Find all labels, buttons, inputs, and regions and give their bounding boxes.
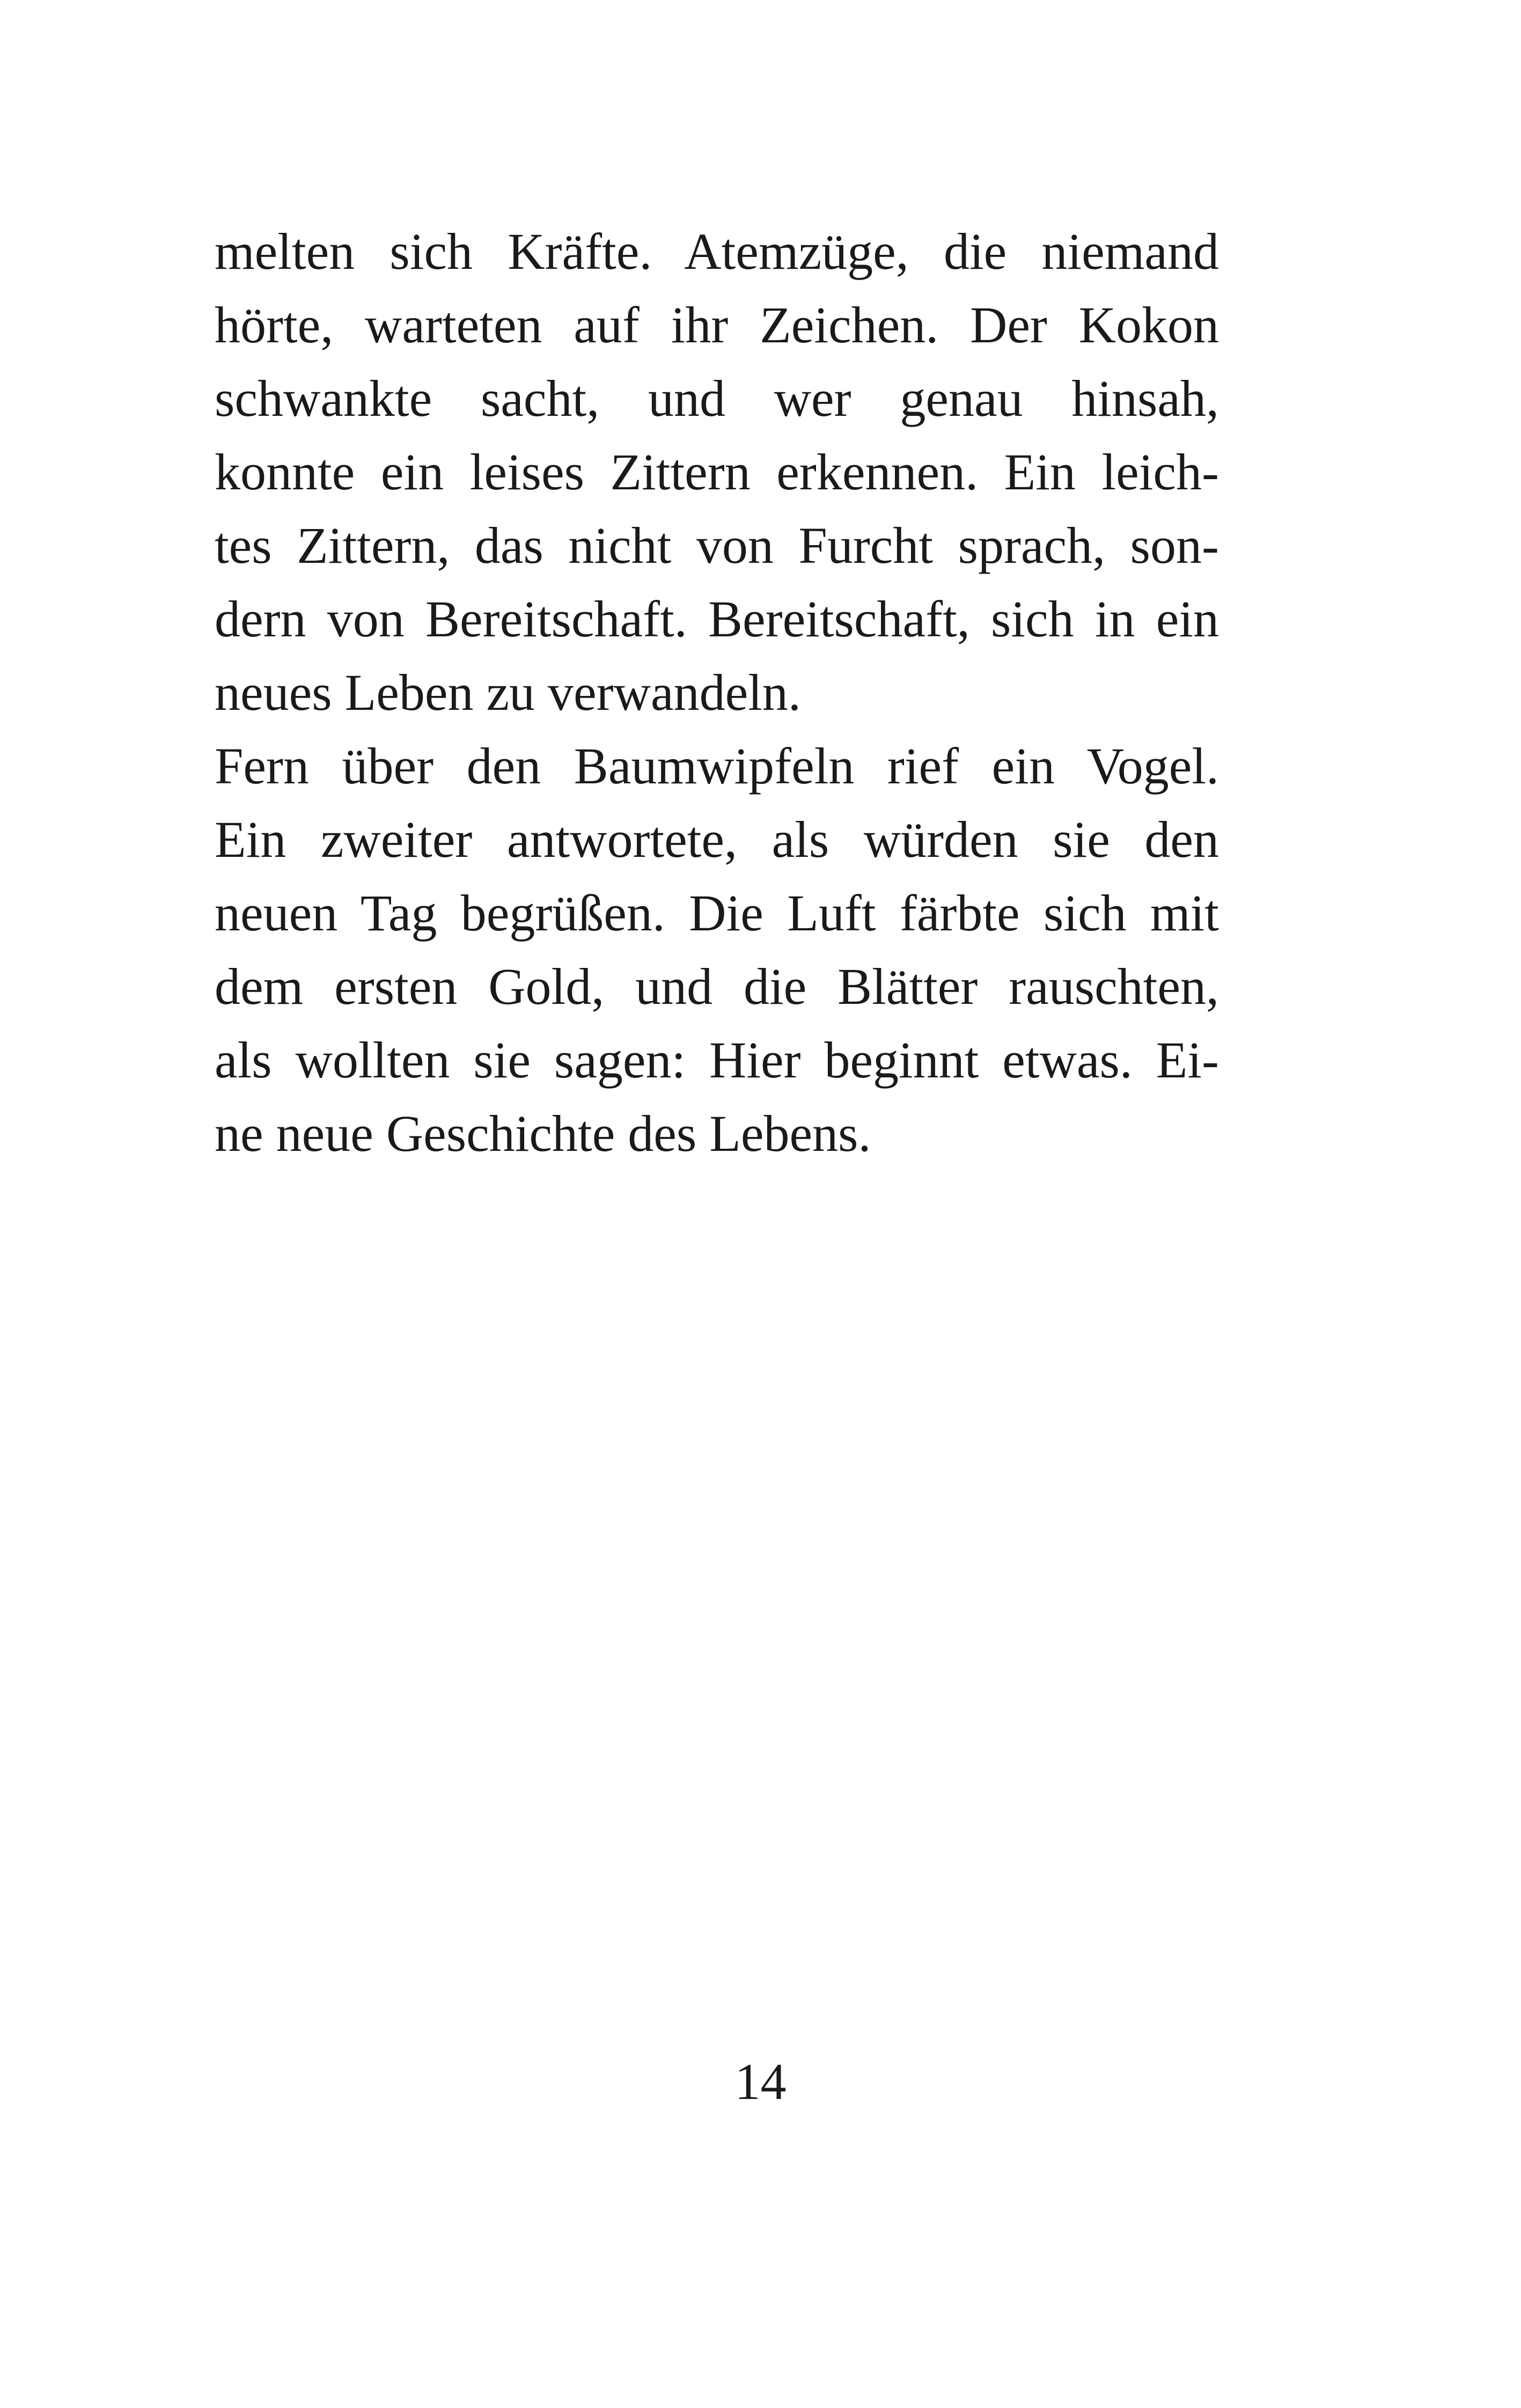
text-line: Ein zweiter antwortete, als würden sie den bbox=[215, 811, 1219, 868]
text-line: Fern über den Baumwipfeln rief ein Vogel. bbox=[215, 737, 1219, 795]
text-line: tes Zittern, das nicht von Furcht sprach, son- bbox=[215, 517, 1219, 574]
text-line: neues Leben zu verwandeln. bbox=[215, 664, 801, 721]
paragraph-2 bbox=[215, 729, 1219, 1170]
text-line: als wollten sie sagen: Hier beginnt etwas. Ei- bbox=[215, 1031, 1219, 1089]
page-number: 14 bbox=[734, 2053, 787, 2110]
text-line: konnte ein leises Zittern erkennen. Ein leich- bbox=[215, 443, 1219, 501]
text-line: melten sich Kräfte. Atemzüge, die niemand bbox=[215, 223, 1219, 280]
text-line: ne neue Geschichte des Lebens. bbox=[215, 1105, 871, 1162]
text-line: dem ersten Gold, und die Blätter rauschten, bbox=[215, 958, 1219, 1015]
paragraph-1 bbox=[215, 215, 1219, 729]
text-line: dern von Bereitschaft. Bereitschaft, sich in ein bbox=[215, 590, 1219, 648]
text-line: neuen Tag begrüßen. Die Luft färbte sich mit bbox=[215, 884, 1219, 942]
body-text bbox=[215, 215, 1219, 1170]
text-line: schwankte sacht, und wer genau hinsah, bbox=[215, 370, 1219, 427]
text-line: hörte, warteten auf ihr Zeichen. Der Kokon bbox=[215, 296, 1219, 354]
